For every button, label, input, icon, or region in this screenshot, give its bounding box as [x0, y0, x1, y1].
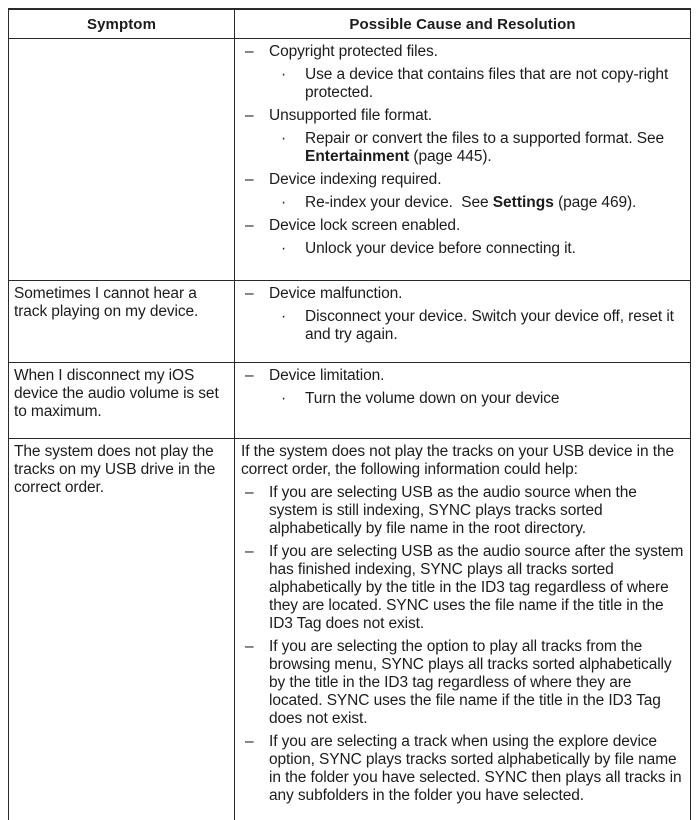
dot-bullet-icon: · — [281, 308, 287, 325]
text-segment: Use a device that contains files that are not copy-right protected. — [305, 66, 673, 101]
symptom-cell: When I disconnect my iOS device the audio volume is set to maximum. — [9, 363, 235, 439]
text-segment: Disconnect your device. Switch your device off, reset it and try again. — [305, 308, 679, 343]
text-segment: If you are selecting the option to play all tracks from the browsing menu, SYNC plays all tracks sorted alphabetically by the title in the ID3 tag regardless of where they are located. SYNC uses the file name if the title in the ID3 Tag does not exist. — [269, 638, 676, 727]
item-text — [269, 43, 686, 61]
item-text — [269, 484, 686, 538]
item-text — [305, 194, 686, 212]
text-segment: Unsupported file format. — [269, 107, 433, 124]
table-row — [9, 439, 691, 820]
dash-bullet-icon: – — [245, 543, 254, 560]
cause-list-item — [241, 107, 686, 125]
resolution-list-item — [281, 194, 686, 212]
dash-bullet-icon: – — [245, 733, 254, 750]
cause-cell — [235, 39, 691, 281]
resolution-list-item — [281, 66, 686, 102]
cause-list-item — [241, 43, 686, 61]
text-segment: Repair or convert the files to a supported format. See — [305, 130, 669, 147]
cause-intro-paragraph — [241, 443, 686, 479]
cause-cell — [235, 363, 691, 439]
dash-bullet-icon: – — [245, 217, 254, 234]
dot-bullet-icon: · — [281, 66, 287, 83]
item-text — [269, 171, 686, 189]
resolution-list-item — [281, 240, 686, 258]
item-text — [305, 240, 686, 258]
dash-bullet-icon: – — [245, 171, 254, 188]
dot-bullet-icon: · — [281, 130, 287, 147]
text-segment: Copyright protected files. — [269, 43, 438, 60]
cause-cell — [235, 439, 691, 820]
resolution-list-item — [281, 308, 686, 344]
dot-bullet-icon: · — [281, 390, 287, 407]
text-segment: (page 445). — [409, 148, 492, 165]
troubleshooting-table — [8, 8, 691, 820]
symptom-cell: The system does not play the tracks on my USB drive in the correct order. — [9, 439, 235, 820]
cause-list-item — [241, 285, 686, 303]
item-text — [269, 217, 686, 235]
item-text — [305, 66, 686, 102]
cause-list-item — [241, 171, 686, 189]
table-row — [9, 39, 691, 281]
header-row — [9, 9, 691, 39]
text-segment: Turn the volume down on your device — [305, 390, 560, 407]
cause-cell — [235, 281, 691, 363]
text-segment: If the system does not play the tracks on your USB device in the correct order, the following information could help: — [241, 443, 674, 478]
text-segment: If you are selecting USB as the audio source when the system is still indexing, SYNC plays tracks sorted alphabetically by file name in the root directory. — [269, 484, 642, 537]
text-segment: Device malfunction. — [269, 285, 403, 302]
text-segment: If you are selecting a track when using the explore device option, SYNC plays tracks sorted alphabetically by file name in the folder you have selected. SYNC then plays all tracks in any subfolders in the folder you have selected. — [269, 733, 686, 804]
item-text — [305, 130, 686, 166]
text-segment: Device lock screen enabled. — [269, 217, 461, 234]
symptom-cell — [9, 39, 235, 281]
text-segment: Unlock your device before connecting it. — [305, 240, 576, 257]
item-text — [269, 285, 686, 303]
dot-bullet-icon: · — [281, 194, 287, 211]
table-row — [9, 363, 691, 439]
cause-list-item — [241, 484, 686, 538]
cause-list-item — [241, 367, 686, 385]
resolution-list-item — [281, 390, 686, 408]
table-body — [9, 39, 691, 820]
symptom-column-header: Symptom — [9, 9, 235, 39]
dash-bullet-icon: – — [245, 484, 254, 501]
item-text — [305, 308, 686, 344]
item-text — [269, 543, 686, 633]
item-text — [269, 638, 686, 728]
dash-bullet-icon: – — [245, 107, 254, 124]
cause-list-item — [241, 217, 686, 235]
text-segment: Device limitation. — [269, 367, 385, 384]
text-segment: (page 469). — [553, 194, 637, 211]
text-segment: Re-index your device. See — [305, 194, 493, 211]
dash-bullet-icon: – — [245, 367, 254, 384]
item-text — [305, 390, 686, 408]
item-text — [269, 367, 686, 385]
cause-list-item — [241, 638, 686, 728]
bold-reference: Entertainment — [305, 148, 410, 165]
cause-column-header: Possible Cause and Resolution — [235, 9, 691, 39]
dash-bullet-icon: – — [245, 638, 254, 655]
cause-list-item — [241, 733, 686, 805]
dash-bullet-icon: – — [245, 43, 254, 60]
resolution-list-item — [281, 130, 686, 166]
item-text — [269, 733, 686, 805]
bold-reference: Settings — [492, 194, 554, 211]
text-segment: If you are selecting USB as the audio source after the system has finished indexing, SYNC plays all tracks sorted alphabetically by the title in the ID3 tag regardless of where they are located. SYNC uses the file name if the title in the ID3 Tag does not exist. — [269, 543, 688, 632]
item-text — [269, 107, 686, 125]
text-segment: Device indexing required. — [269, 171, 442, 188]
dot-bullet-icon: · — [281, 240, 287, 257]
table-row — [9, 281, 691, 363]
dash-bullet-icon: – — [245, 285, 254, 302]
cause-list-item — [241, 543, 686, 633]
symptom-cell: Sometimes I cannot hear a track playing on my device. — [9, 281, 235, 363]
